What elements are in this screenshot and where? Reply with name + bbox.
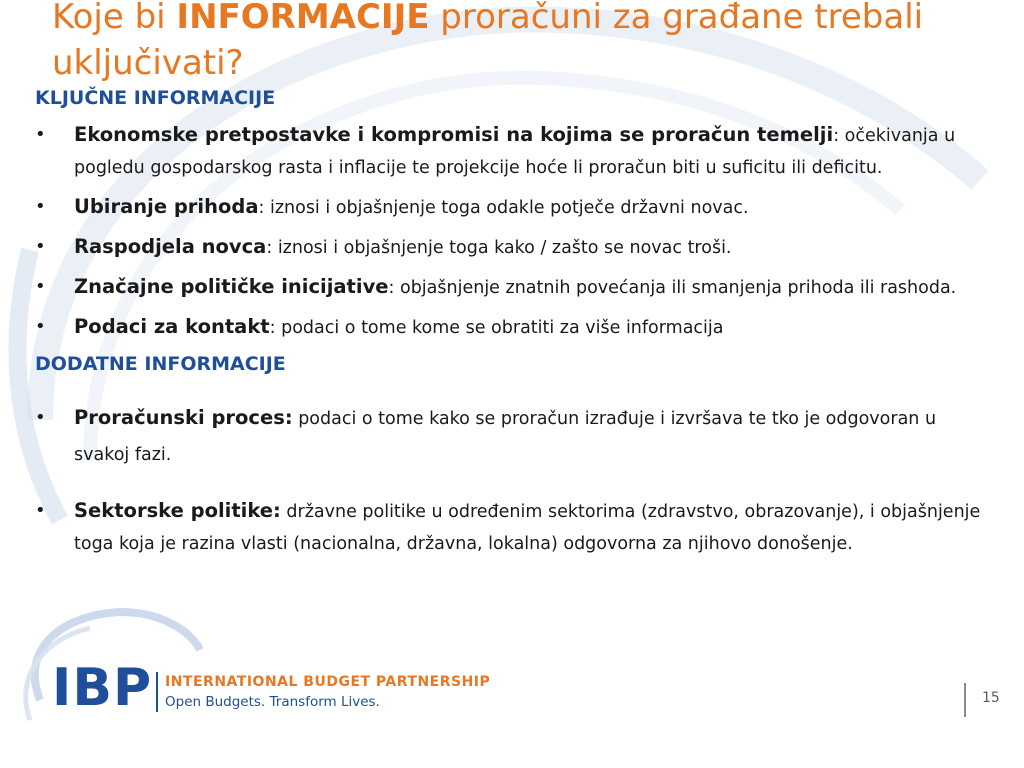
key-item-desc: podaci o tome kome se obratiti za više informacija: [275, 318, 724, 338]
extra-item-desc: podaci o tome kako se proračun izrađuje i izvršava te tko je odgovoran u svakoj fazi.: [74, 409, 937, 465]
logo-divider: [156, 672, 158, 712]
org-tagline: Open Budgets. Transform Lives.: [165, 694, 380, 710]
key-item: [35, 191, 995, 224]
key-item-term: Podaci za kontakt: [74, 315, 270, 338]
extra-item-term: Proračunski proces:: [74, 406, 293, 429]
slide-body: [35, 84, 995, 560]
extra-item: [35, 400, 995, 473]
logo-abbreviation: IBP: [52, 658, 153, 718]
key-item-desc: iznosi i objašnjenje toga kako / zašto se novac troši.: [272, 238, 732, 258]
key-item: [35, 311, 995, 344]
extra-info-heading: DODATNE INFORMACIJE: [35, 353, 286, 375]
logo-text-block: [165, 674, 490, 710]
key-item-term: Raspodjela novca: [74, 235, 267, 258]
key-item-term: Značajne političke inicijative: [74, 275, 389, 298]
key-item-sep: :: [269, 318, 276, 338]
key-item-sep: :: [833, 126, 840, 146]
title-post: proračuni za građane trebali uključivati?: [52, 0, 924, 83]
page-number-divider: [964, 683, 966, 717]
title-bold: INFORMACIJE: [176, 0, 430, 37]
key-item-term: Ubiranje prihoda: [74, 195, 259, 218]
key-item: [35, 119, 995, 184]
key-info-heading: KLJUČNE INFORMACIJE: [35, 87, 276, 109]
extra-item: [35, 495, 995, 560]
key-item-desc: objašnjenje znatnih povećanja ili smanjenja prihoda ili rashoda.: [394, 278, 957, 298]
page-number: 15: [982, 690, 1000, 706]
slide-title: [52, 0, 992, 86]
key-item-term: Ekonomske pretpostavke i kompromisi na kojima se proračun temelji: [74, 123, 834, 146]
key-item-sep: :: [258, 198, 265, 218]
extra-item-desc: državne politike u određenim sektorima (zdravstvo, obrazovanje), i objašnjenje toga koja je razina vlasti (nacionalna, državna, lokalna) odgovorna za njihovo donošenje.: [74, 502, 981, 554]
title-pre: Koje bi: [52, 0, 177, 37]
key-item-sep: :: [388, 278, 395, 298]
ibp-logo: [52, 658, 152, 718]
key-item: [35, 271, 995, 304]
key-item-desc: iznosi i objašnjenje toga odakle potječe državni novac.: [264, 198, 749, 218]
key-item-desc: očekivanja u pogledu gospodarskog rasta i inflacije te projekcije hoće li proračun biti u suficitu ili deficitu.: [74, 126, 956, 178]
key-item: [35, 231, 995, 264]
key-item-sep: :: [266, 238, 273, 258]
extra-item-term: Sektorske politike:: [74, 499, 281, 522]
org-name: INTERNATIONAL BUDGET PARTNERSHIP: [165, 674, 491, 690]
